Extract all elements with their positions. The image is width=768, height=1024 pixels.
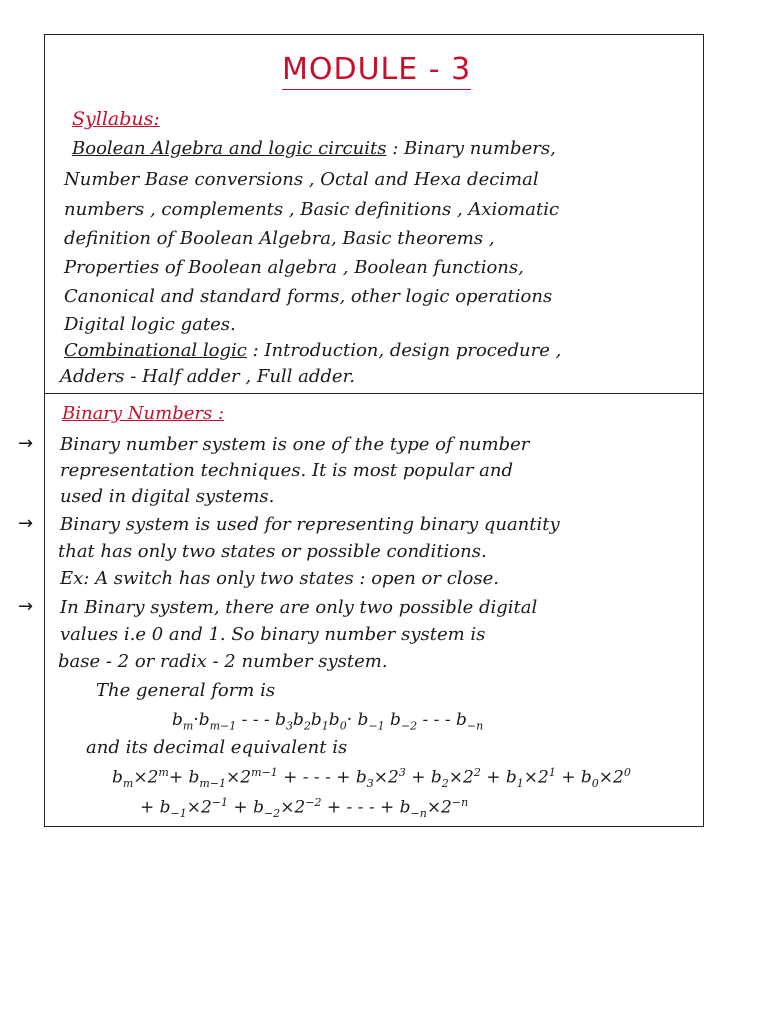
syllabus-line-2: Number Base conversions , Octal and Hexa decimal <box>64 169 539 190</box>
arrow-icon: → <box>18 513 34 534</box>
decimal-formula-line-2: + $b_{-1}\times 2^{-1} + b_{-2}\times 2^{-2}$ + - - - + $b_{-n}\times 2^{-n}$ <box>140 796 469 821</box>
syllabus-line-5: Properties of Boolean algebra , Boolean functions, <box>64 257 524 278</box>
syllabus-line-8 <box>64 340 561 361</box>
section-divider <box>44 393 704 394</box>
arrow-icon: → <box>18 596 34 617</box>
decimal-formula-line-1: $b_m\times 2^m+ b_{m-1}\times 2^{m-1}$ + - - - + $b_3\times 2^3 + b_2\times 2^2 + b_1\times 2^1 + b_0\times 2^0$ <box>112 766 631 791</box>
binary-heading: Binary Numbers : <box>62 403 225 424</box>
syllabus-line-7: Digital logic gates. <box>64 314 236 335</box>
syllabus-line-3: numbers , complements , Basic definitions , Axiomatic <box>64 199 560 220</box>
binary-p2-line-1: Binary system is used for representing binary quantity <box>60 514 560 535</box>
syllabus-line-8-rest: : Introduction, design procedure , <box>252 340 562 361</box>
syllabus-line-4: definition of Boolean Algebra, Basic theorems , <box>64 228 495 249</box>
syllabus-line-9: Adders - Half adder , Full adder. <box>60 366 355 387</box>
decimal-equivalent-label: and its decimal equivalent is <box>86 737 348 758</box>
binary-p1-line-1: Binary number system is one of the type of number <box>60 434 530 455</box>
syllabus-heading: Syllabus: <box>72 108 160 130</box>
syllabus-topic-1: Boolean Algebra and logic circuits <box>72 138 387 159</box>
binary-p3-line-2: values i.e 0 and 1. So binary number system is <box>60 624 486 645</box>
page-title: MODULE - 3 <box>282 52 471 90</box>
syllabus-line-1-rest: : Binary numbers, <box>392 138 556 159</box>
syllabus-topic-2: Combinational logic <box>64 340 247 361</box>
binary-p1-line-2: representation techniques. It is most popular and <box>60 460 513 481</box>
general-form-label: The general form is <box>96 680 276 701</box>
syllabus-line-6: Canonical and standard forms, other logic operations <box>64 286 553 307</box>
binary-p3-line-1: In Binary system, there are only two possible digital <box>60 597 538 618</box>
syllabus-line-1 <box>72 138 556 159</box>
arrow-icon: → <box>18 433 34 454</box>
binary-example: Ex: A switch has only two states : open or close. <box>60 568 499 589</box>
binary-p2-line-2: that has only two states or possible conditions. <box>58 541 487 562</box>
binary-p3-line-3: base - 2 or radix - 2 number system. <box>58 651 388 672</box>
binary-p1-line-3: used in digital systems. <box>60 486 275 507</box>
general-form-formula: $b_m\cdot b_{m-1}$ - - - $b_3b_2b_1b_0\cdot b_{-1}$ $b_{-2}$ - - - $b_{-n}$ <box>172 710 484 733</box>
